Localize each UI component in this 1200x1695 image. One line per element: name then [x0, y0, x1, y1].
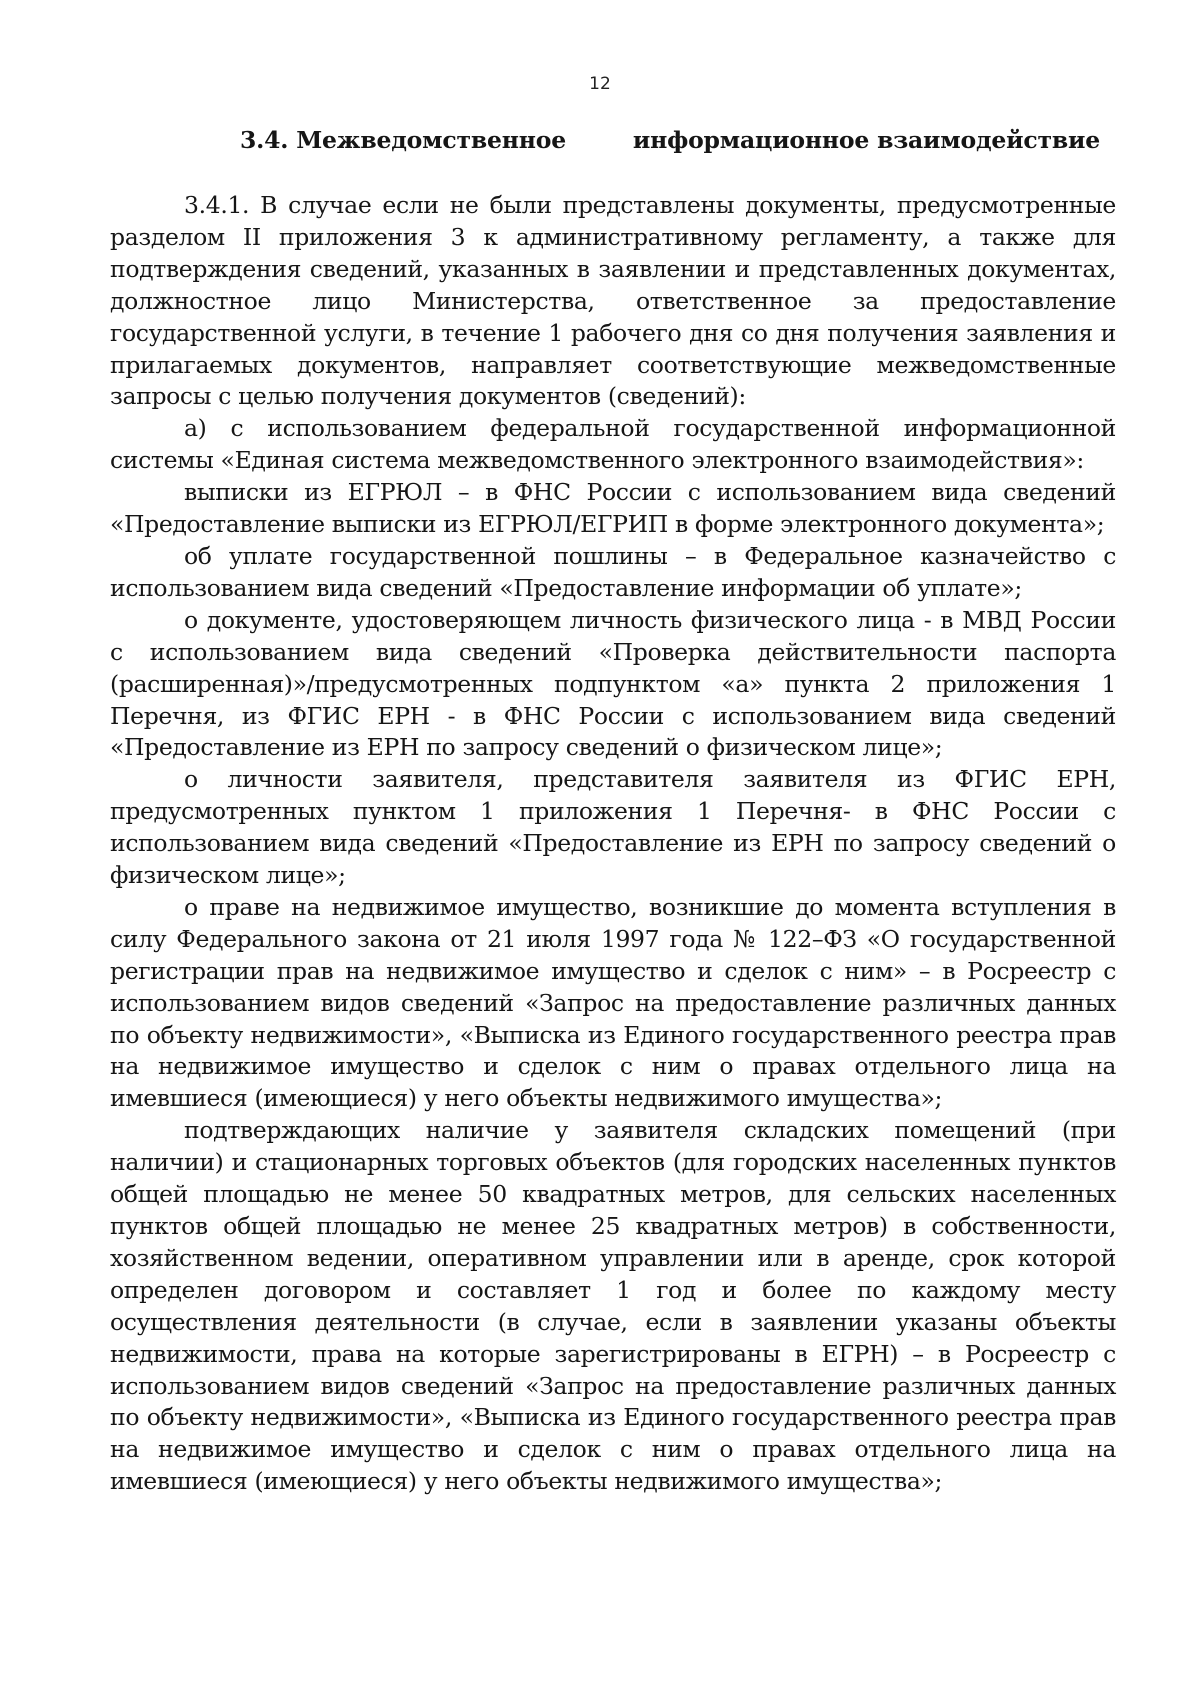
paragraph-item-a: а) с использованием федеральной государственной информационной системы «Единая система межведомственного электронного взаимодействия»: — [110, 414, 1116, 475]
section-heading-title-continuation: информационное взаимодействие — [632, 126, 1100, 154]
paragraph-state-duty: об уплате государственной пошлины – в Федеральное казначейство с использованием вида сведений «Предоставление информации об уплате»; — [110, 541, 1116, 602]
section-heading-number-title: 3.4. Межведомственное — [240, 126, 566, 154]
paragraph-egrul-extract: выписки из ЕГРЮЛ – в ФНС России с использованием вида сведений «Предоставление выписки из ЕГРЮЛ/ЕГРИП в форме электронного документа»; — [110, 478, 1116, 539]
document-body — [110, 190, 1116, 1498]
paragraph-identity-document: о документе, удостоверяющем личность физического лица - в МВД России с использованием вида сведений «Проверка действительности паспорта (расширенная)»/предусмотренных подпунктом «а» пункта 2 приложения 1 Перечня, из ФГИС ЕРН - в ФНС России с использованием вида сведений «Предоставление из ЕРН по запросу сведений о физическом лице»; — [110, 605, 1116, 762]
section-heading — [240, 126, 1100, 154]
page-number: 12 — [589, 74, 611, 94]
paragraph-property-rights: о праве на недвижимое имущество, возникшие до момента вступления в силу Федерального закона от 21 июля 1997 года № 122–ФЗ «О государственной регистрации прав на недвижимое имущество и сделок с ним» – в Росреестр с использованием видов сведений «Запрос на предоставление различных данных по объекту недвижимости», «Выписка из Единого государственного реестра прав на недвижимое имущество и сделок с ним о правах отдельного лица на имевшиеся (имеющиеся) у него объекты недвижимого имущества»; — [110, 892, 1116, 1113]
paragraph-3-4-1: 3.4.1. В случае если не были представлены документы, предусмотренные разделом II приложения 3 к административному регламенту, а также для подтверждения сведений, указанных в заявлении и представленных документах, должностное лицо Министерства, ответственное за предоставление государственной услуги, в течение 1 рабочего дня со дня получения заявления и прилагаемых документов, направляет соответствующие межведомственные запросы с целью получения документов (сведений): — [110, 191, 1116, 411]
paragraph-applicant-identity: о личности заявителя, представителя заявителя из ФГИС ЕРН, предусмотренных пунктом 1 приложения 1 Перечня- в ФНС России с использованием вида сведений «Предоставление из ЕРН по запросу сведений о физическом лице»; — [110, 765, 1116, 890]
paragraph-warehouse-premises: подтверждающих наличие у заявителя складских помещений (при наличии) и стационарных торговых объектов (для городских населенных пунктов общей площадью не менее 50 квадратных метров, для сельских населенных пунктов общей площадью не менее 25 квадратных метров) в собственности, хозяйственном ведении, оперативном управлении или в аренде, срок которой определен договором и составляет 1 год и более по каждому месту осуществления деятельности (в случае, если в заявлении указаны объекты недвижимости, права на которые зарегистрированы в ЕГРН) – в Росреестр с использованием видов сведений «Запрос на предоставление различных данных по объекту недвижимости», «Выписка из Единого государственного реестра прав на недвижимое имущество и сделок с ним о правах отдельного лица на имевшиеся (имеющиеся) у него объекты недвижимого имущества»; — [110, 1116, 1116, 1496]
